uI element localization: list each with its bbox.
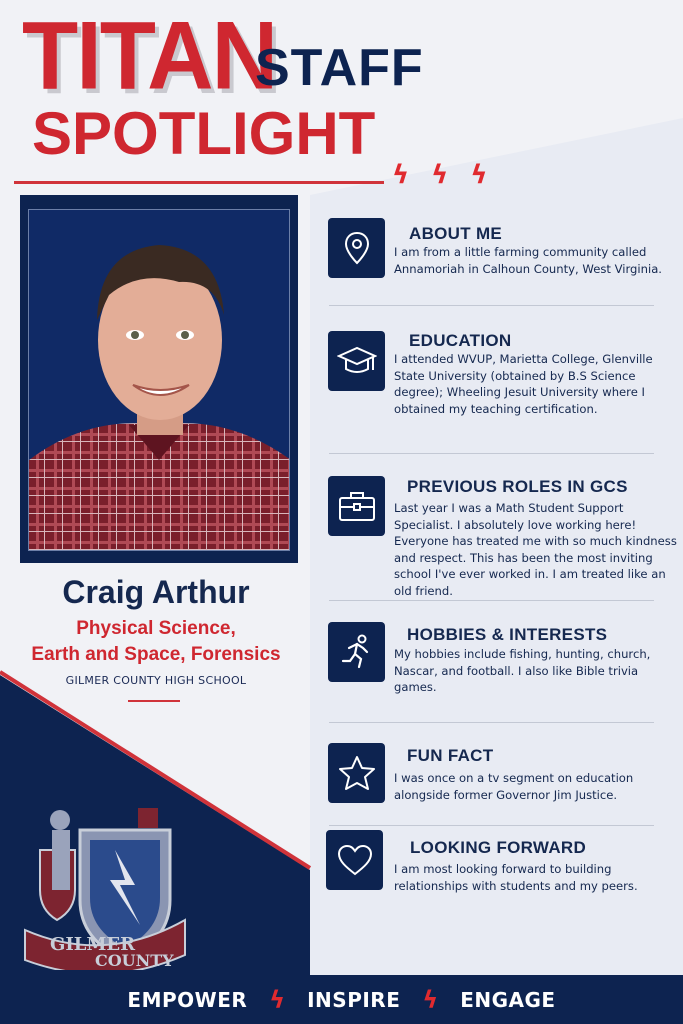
divider: [329, 305, 654, 306]
staff-name: Craig Arthur: [62, 574, 250, 610]
section-title: EDUCATION: [409, 331, 512, 350]
section-body: I attended WVUP, Marietta College, Glenville State University (obtained by B.S Science degree); Wheeling Jesuit University where I obtained my teaching certification.: [394, 352, 653, 416]
lightning-bolt-icon: ϟ: [470, 160, 488, 190]
section-body: I was once on a tv segment on education alongside former Governor Jim Justice.: [394, 771, 634, 802]
divider: [329, 600, 654, 601]
heart-icon: [326, 830, 383, 890]
title-spotlight: SPOTLIGHT: [32, 100, 376, 167]
photo-frame: [20, 195, 298, 563]
location-pin-icon: [328, 218, 385, 278]
briefcase-icon: [328, 476, 385, 536]
school-name: GILMER COUNTY HIGH SCHOOL: [65, 674, 247, 687]
section-fun-fact: [328, 743, 673, 803]
footer-word-engage: ENGAGE: [460, 987, 556, 1012]
staff-photo: [28, 209, 290, 551]
section-looking-forward: [326, 830, 671, 892]
lightning-bolt-icon: ϟ: [431, 160, 449, 190]
section-title: PREVIOUS ROLES IN GCS: [407, 477, 628, 496]
lightning-bolt-icon: ϟ: [392, 160, 410, 190]
section-title: FUN FACT: [407, 746, 494, 765]
section-education: [328, 331, 673, 421]
subject-line-2: Earth and Space, Forensics: [31, 644, 281, 665]
subject-line-1: Physical Science,: [76, 618, 236, 639]
section-title: HOBBIES & INTERESTS: [407, 625, 608, 644]
section-title: LOOKING FORWARD: [410, 838, 587, 857]
section-body: Last year I was a Math Student Support Specialist. I absolutely love working here! Everyone has treated me with so much kindness and respect. This has been the most inviting school I've ever worked in. I am treated like an old friend.: [394, 501, 677, 598]
graduation-cap-icon: [328, 331, 385, 391]
title-staff: STAFF: [255, 39, 424, 97]
title-titan: TITAN: [22, 2, 277, 110]
lightning-bolt-icon: ϟ: [269, 985, 286, 1014]
section-body: My hobbies include fishing, hunting, church, Nascar, and football. I also like Bible trivia games.: [394, 647, 651, 694]
lightning-bolt-icon: ϟ: [422, 985, 439, 1014]
footer-banner: [0, 975, 683, 1024]
footer-word-empower: EMPOWER: [127, 987, 248, 1012]
divider: [329, 453, 654, 454]
section-previous-roles: [328, 476, 677, 600]
school-crest-logo: [20, 790, 190, 970]
divider: [329, 825, 654, 826]
footer-word-inspire: INSPIRE: [307, 987, 401, 1012]
section-about-me: [328, 218, 673, 288]
section-hobbies: [328, 622, 673, 697]
crest-text-gilmer: GILMER: [50, 934, 136, 955]
portrait-illustration: [29, 210, 290, 551]
name-rule: [128, 700, 180, 702]
section-body: I am most looking forward to building relationships with students and my peers.: [394, 862, 638, 893]
section-body: I am from a little farming community called Annamoriah in Calhoun County, West Virginia.: [394, 245, 662, 276]
divider: [329, 722, 654, 723]
star-icon: [328, 743, 385, 803]
header-bolts: [392, 160, 487, 190]
section-title: ABOUT ME: [409, 224, 503, 243]
crest-text-county: COUNTY: [95, 951, 174, 970]
running-person-icon: [328, 622, 385, 682]
header-rule: [14, 181, 384, 184]
